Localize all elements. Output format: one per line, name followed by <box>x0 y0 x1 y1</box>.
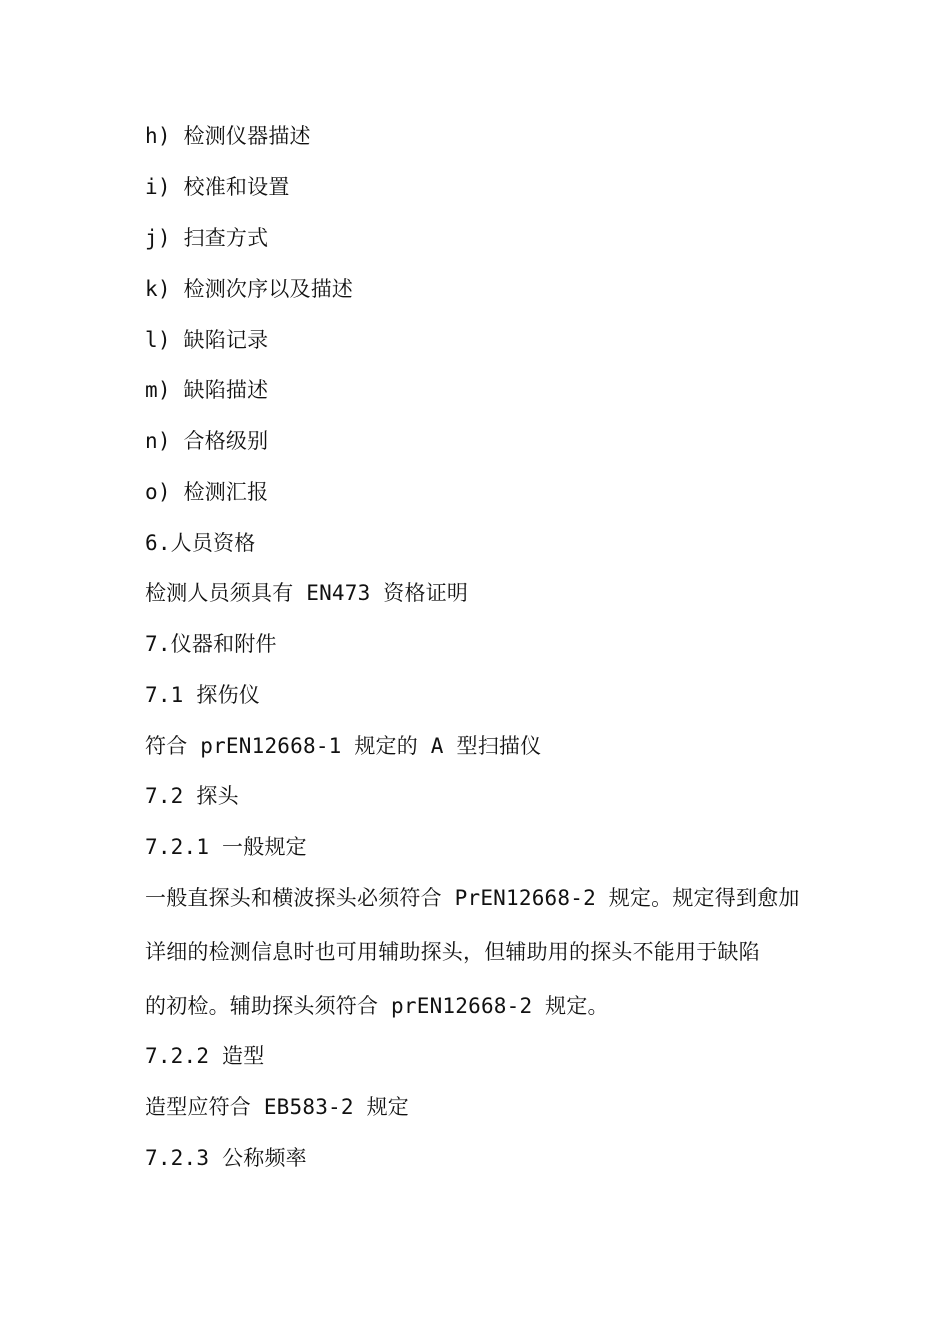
subsection-heading-7-2-1: 7.2.1 一般规定 <box>145 835 307 859</box>
section-heading-6: 6.人员资格 <box>145 531 256 555</box>
list-item-j: j) 扫查方式 <box>145 226 269 250</box>
list-item-k: k) 检测次序以及描述 <box>145 277 354 301</box>
paragraph-line: 详细的检测信息时也可用辅助探头，但辅助用的探头不能用于缺陷 <box>145 940 760 964</box>
paragraph: 符合 prEN12668-1 规定的 A 型扫描仪 <box>145 734 542 758</box>
subsection-heading-7-2-2: 7.2.2 造型 <box>145 1044 265 1068</box>
list-item-h: h) 检测仪器描述 <box>145 124 311 148</box>
list-item-m: m) 缺陷描述 <box>145 378 269 402</box>
paragraph-line: 的初检。辅助探头须符合 prEN12668-2 规定。 <box>145 994 609 1018</box>
paragraph: 造型应符合 EB583-2 规定 <box>145 1095 409 1119</box>
section-heading-7: 7.仪器和附件 <box>145 632 277 656</box>
list-item-o: o) 检测汇报 <box>145 480 269 504</box>
list-item-i: i) 校准和设置 <box>145 175 290 199</box>
paragraph: 检测人员须具有 EN473 资格证明 <box>145 581 469 605</box>
paragraph-line: 一般直探头和横波探头必须符合 PrEN12668-2 规定。规定得到愈加 <box>145 886 800 910</box>
list-item-l: l) 缺陷记录 <box>145 328 269 352</box>
list-item-n: n) 合格级别 <box>145 429 269 453</box>
subsection-heading-7-2-3: 7.2.3 公称频率 <box>145 1146 307 1170</box>
subsection-heading-7-2: 7.2 探头 <box>145 784 239 808</box>
subsection-heading-7-1: 7.1 探伤仪 <box>145 683 260 707</box>
